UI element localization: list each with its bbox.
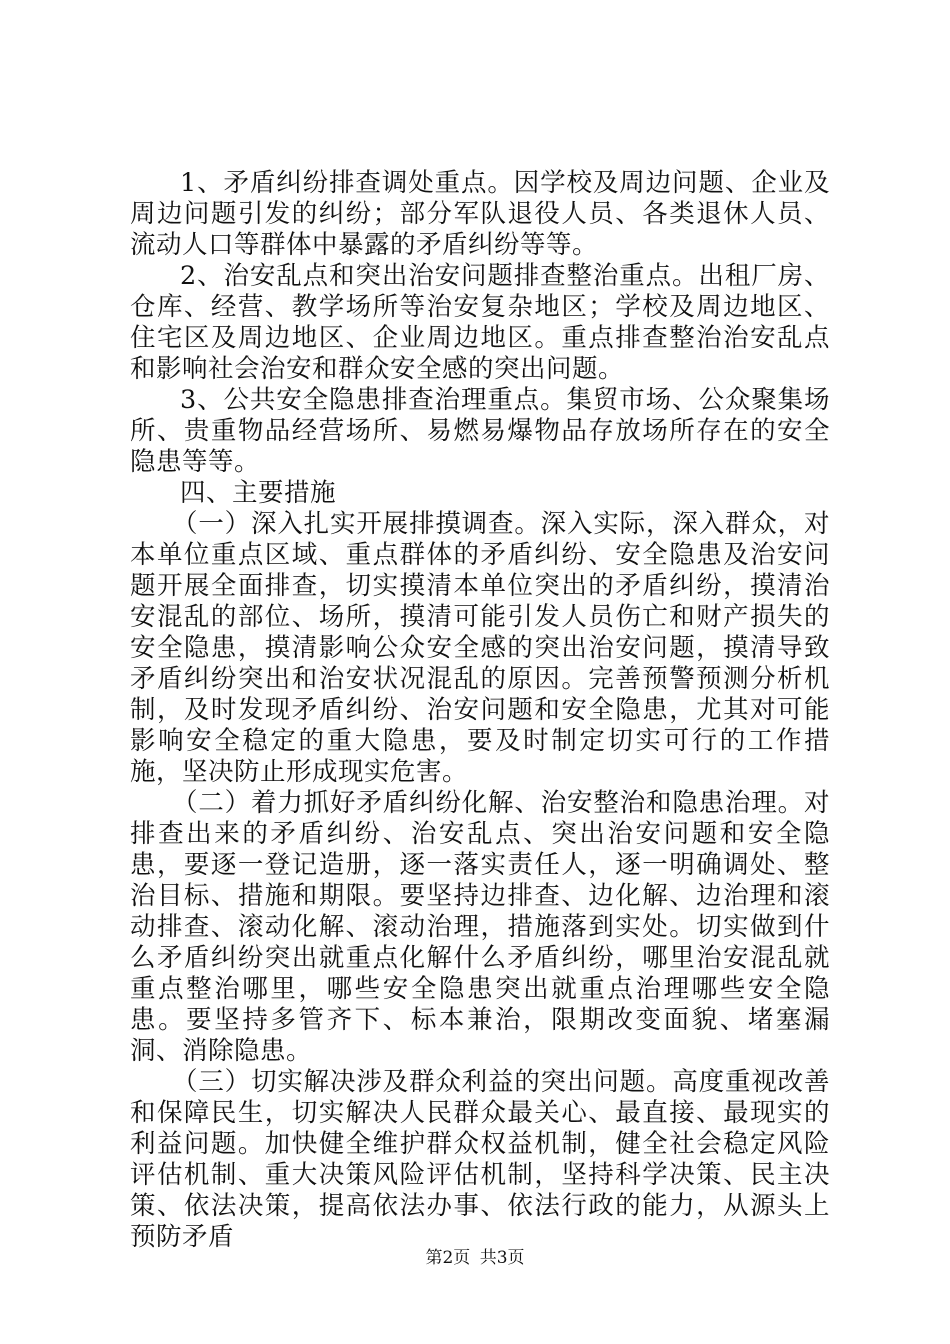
paragraph-measure-3: （三）切实解决涉及群众利益的突出问题。高度重视改善和保障民生，切实解决人民群众最关心、最直接、最现实的利益问题。加快健全维护群众权益机制，健全社会稳定风险评估机制、重大决策风险评估机制，坚持科学决策、民主决策、依法决策，提高依法办事、依法行政的能力，从源头上预防矛盾 <box>130 1067 830 1252</box>
paragraph-1: 1、矛盾纠纷排查调处重点。因学校及周边问题、企业及周边问题引发的纠纷；部分军队退役人员、各类退休人员、流动人口等群体中暴露的矛盾纠纷等等。 <box>130 168 830 260</box>
paragraph-3: 3、公共安全隐患排查治理重点。集贸市场、公众聚集场所、贵重物品经营场所、易燃易爆物品存放场所存在的安全隐患等等。 <box>130 385 830 477</box>
section-heading: 四、主要措施 <box>180 478 337 508</box>
paragraph-measure-2: （二）着力抓好矛盾纠纷化解、治安整治和隐患治理。对排查出来的矛盾纠纷、治安乱点、突出治安问题和安全隐患，要逐一登记造册，逐一落实责任人，逐一明确调处、整治目标、措施和期限。要坚持边排查、边化解、边治理和滚动排查、滚动化解、滚动治理，措施落到实处。切实做到什么矛盾纠纷突出就重点化解什么矛盾纠纷，哪里治安混乱就重点整治哪里，哪些安全隐患突出就重点治理哪些安全隐患。要坚持多管齐下、标本兼治，限期改变面貌、堵塞漏洞、消除隐患。 <box>130 788 830 1066</box>
paragraph-measure-1: （一）深入扎实开展排摸调查。深入实际，深入群众，对本单位重点区域、重点群体的矛盾纠纷、安全隐患及治安问题开展全面排查，切实摸清本单位突出的矛盾纠纷，摸清治安混乱的部位、场所，摸清可能引发人员伤亡和财产损失的安全隐患，摸清影响公众安全感的突出治安问题，摸清导致矛盾纠纷突出和治安状况混乱的原因。完善预警预测分析机制，及时发现矛盾纠纷、治安问题和安全隐患，尤其对可能影响安全稳定的重大隐患，要及时制定切实可行的工作措施，坚决防止形成现实危害。 <box>130 509 830 787</box>
document-body <box>130 168 830 1253</box>
page-number: 第2页 <box>425 1248 471 1268</box>
page-footer <box>0 1243 950 1268</box>
page-total: 共3页 <box>479 1248 525 1268</box>
paragraph-2: 2、治安乱点和突出治安问题排查整治重点。出租厂房、仓库、经营、教学场所等治安复杂地区；学校及周边地区、住宅区及周边地区、企业周边地区。重点排查整治治安乱点和影响社会治安和群众安全感的突出问题。 <box>130 261 830 384</box>
